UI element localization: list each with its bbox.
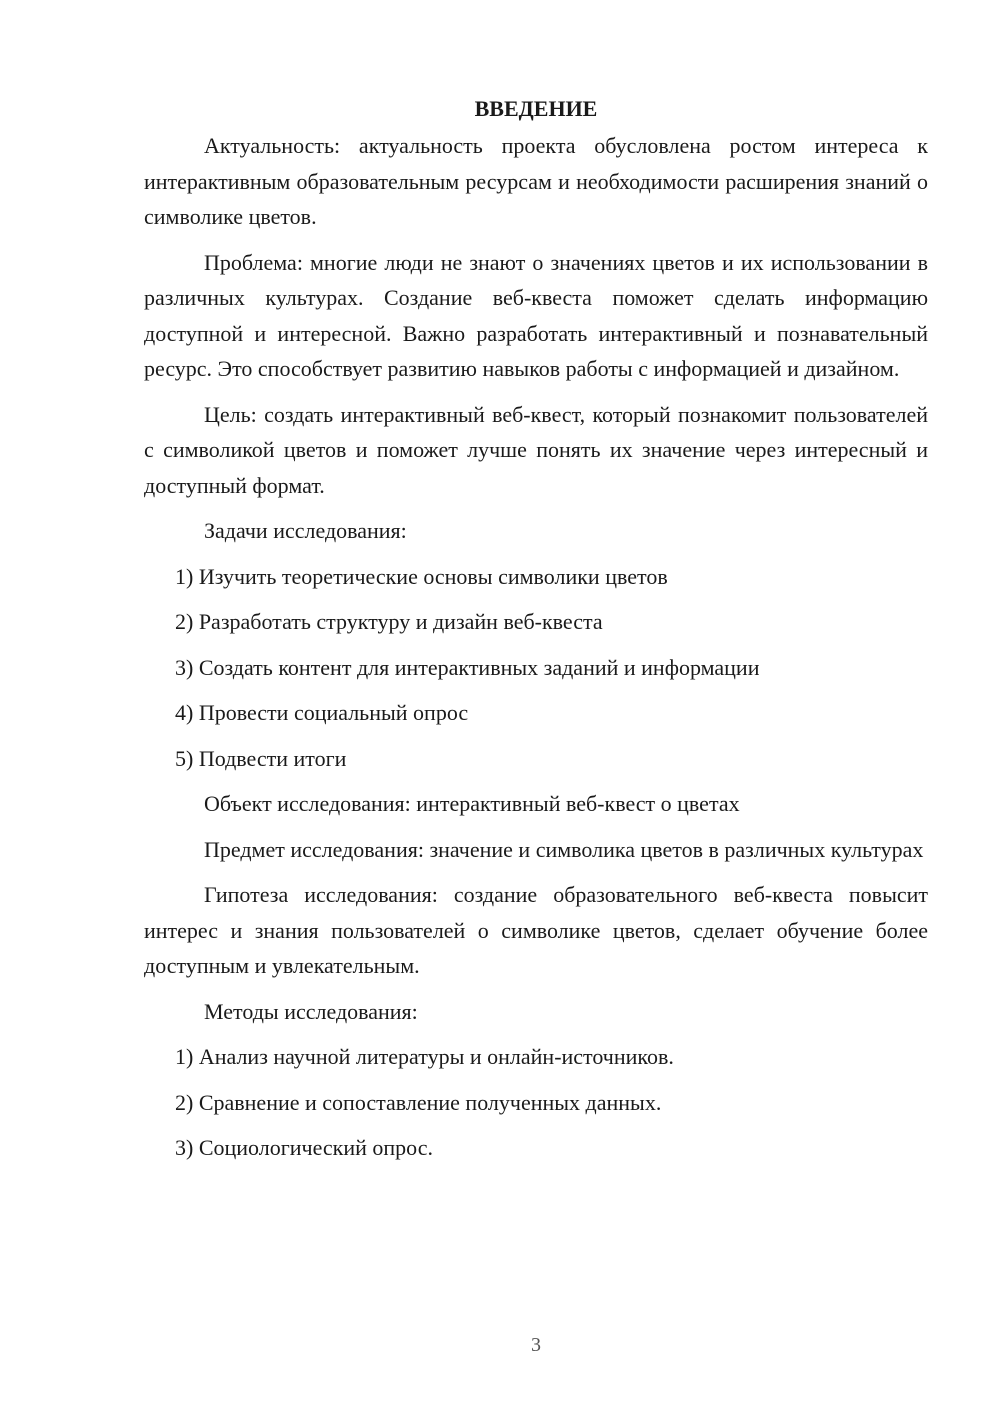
list-item: 5) Подвести итоги (175, 745, 347, 771)
tasks-list (144, 559, 928, 777)
list-item: 1) Анализ научной литературы и онлайн-источников. (175, 1044, 674, 1069)
page-number: 3 (531, 1334, 541, 1356)
hypothesis-paragraph: Гипотеза исследования: создание образовательного веб-квеста повысит интерес и знания пользователей о символике цветов, сделает обучение более доступным и увлекательным. (144, 882, 928, 978)
list-item: 2) Разработать структуру и дизайн веб-квеста (175, 609, 603, 634)
goal-paragraph: Цель: создать интерактивный веб-квест, который познакомит пользователей с символикой цветов и поможет лучше понять их значение через интересный и доступный формат. (144, 401, 928, 498)
list-item: 3) Социологический опрос. (175, 1135, 433, 1160)
tasks-heading: Задачи исследования: (204, 518, 407, 543)
subject-paragraph: Предмет исследования: значение и символика цветов в различных культурах (204, 836, 924, 862)
methods-heading: Методы исследования: (204, 998, 418, 1024)
methods-list (144, 1039, 928, 1166)
document-page (144, 92, 928, 1176)
list-item: 3) Создать контент для интерактивных заданий и информации (175, 654, 760, 680)
problem-paragraph: Проблема: многие люди не знают о значениях цветов и их использовании в различных культурах. Создание веб-квеста поможет сделать информацию доступной и интересной. Важно разработать интерактивный и познавательный ресурс. Это способствует развитию навыков работы с информацией и дизайном. (144, 249, 928, 381)
list-item: 4) Провести социальный опрос (175, 700, 469, 725)
list-item: 1) Изучить теоретические основы символики цветов (175, 563, 668, 589)
object-paragraph: Объект исследования: интерактивный веб-квест о цветах (204, 791, 740, 816)
list-item: 2) Сравнение и сопоставление полученных данных. (175, 1089, 662, 1115)
relevance-paragraph: Актуальность: актуальность проекта обусловлена ростом интереса к интерактивным образовательным ресурсам и необходимости расширения знаний о символике цветов. (144, 133, 928, 229)
page-title: ВВЕДЕНИЕ (474, 96, 598, 121)
